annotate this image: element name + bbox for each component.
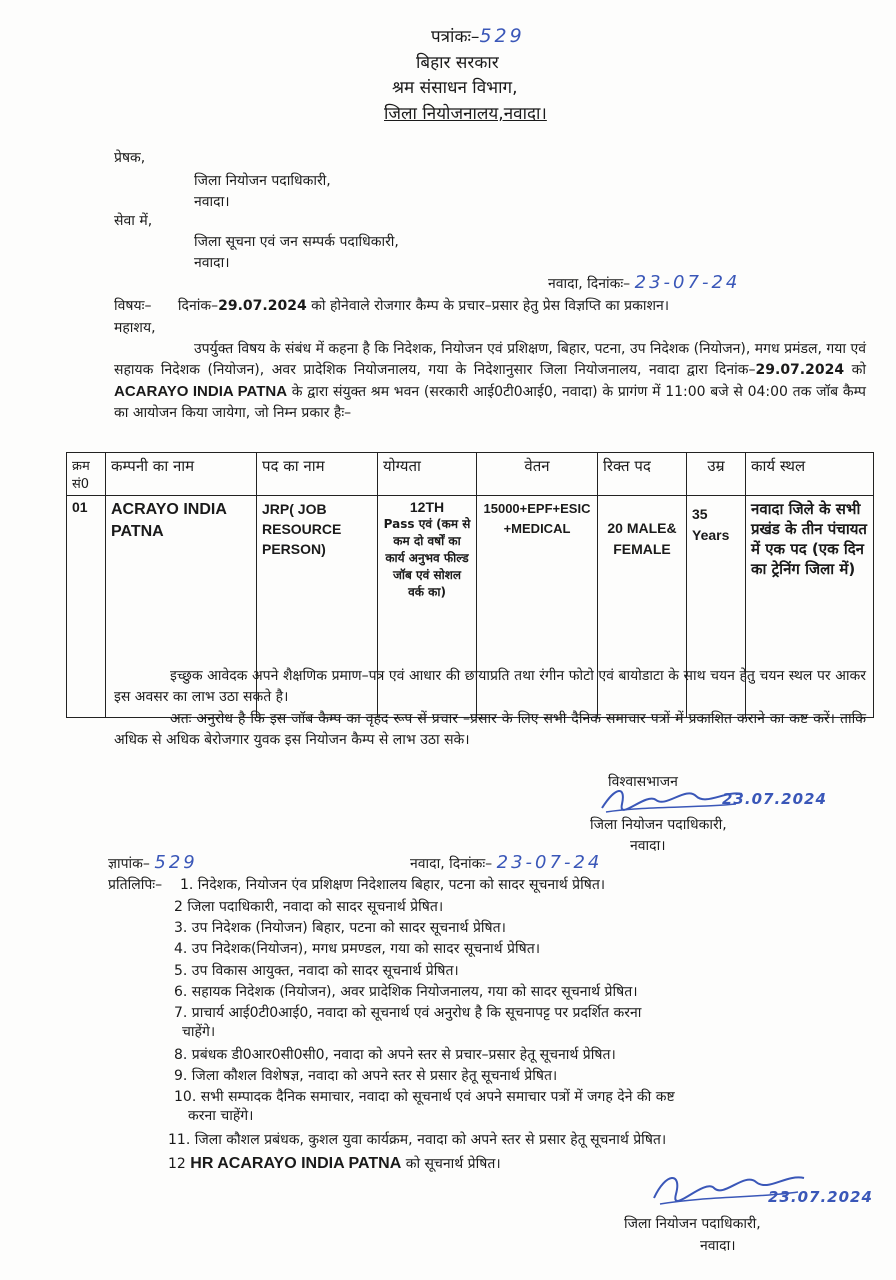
header-vacancy: रिक्त पद bbox=[598, 453, 687, 496]
govt-name: बिहार सरकार bbox=[416, 53, 499, 73]
copy-item: 8. प्रबंधक डी0आर0सी0सी0, नवादा को अपने स्तर से प्रचार–प्रसार हेतू सूचनार्थ प्रेषित। bbox=[174, 1047, 616, 1063]
date-line: नवादा, दिनांकः– 23-07-24 bbox=[548, 272, 741, 293]
copy-item: 4. उप निदेशक(नियोजन), मगध प्रमण्डल, गया को सादर सूचनार्थ प्रेषित। bbox=[174, 941, 541, 957]
recipient-place: नवादा। bbox=[194, 255, 230, 271]
cell-sno: 01 bbox=[67, 496, 106, 718]
department-name: श्रम संसाधन विभाग, bbox=[392, 78, 518, 98]
copy-item: 9. जिला कौशल विशेषज्ञ, नवादा को अपने स्तर से प्रसार हेतू सूचनार्थ प्रेषित। bbox=[174, 1068, 558, 1084]
copy-item: 10. सभी सम्पादक दैनिक समाचार, नवादा को सूचनार्थ एवं अपने समाचार पत्रों में जगह देने की कष्ट bbox=[174, 1089, 675, 1105]
salutation: महाशय, bbox=[114, 320, 156, 336]
copy-item: 2 जिला पदाधिकारी, नवादा को सादर सूचनार्थ प्रेषित। bbox=[174, 899, 444, 915]
subject-line: विषयः– दिनांक–29.07.2024 को होनेवाले रोजगार कैम्प के प्रचार–प्रसार हेतु प्रेस विज्ञप्ति का प्रकाशन। bbox=[114, 298, 670, 314]
cell-vacancy: 20 MALE& FEMALE bbox=[598, 496, 687, 718]
header-sno: क्रम सं0 bbox=[67, 453, 106, 496]
table-header-row bbox=[67, 453, 874, 496]
copy-item: 11. जिला कौशल प्रबंधक, कुशल युवा कार्यक्रम, नवादा को अपने स्तर से प्रसार हेतू सूचनार्थ प्रेषित। bbox=[168, 1132, 667, 1148]
header-company: कम्पनी का नाम bbox=[106, 453, 257, 496]
body-paragraph-3: अतः अनुरोध है कि इस जॉब कैम्प का वृहद रूप सें प्रचार –प्रसार के लिए सभी दैनिक समाचार पत्रों में प्रकाशित कराने का कष्ट करें। ताकि अधिक से अधिक बेरोजगार युवक इस नियोजन कैम्प से लाभ उठा सके। bbox=[114, 711, 866, 748]
sender-place: नवादा। bbox=[194, 194, 230, 210]
signatory-place-2: नवादा। bbox=[700, 1238, 736, 1254]
cell-qualification: 12TH Pass एवं (कम से कम दो वर्षों का कार्य अनुभव फील्ड जॉब एवं सोशल वर्क का) bbox=[378, 496, 477, 718]
copy-item: 7. प्राचार्य आई0टी0आई0, नवादा को सूचनार्थ एवं अनुरोध है कि सूचनापट्ट पर प्रदर्शित करना bbox=[174, 1005, 642, 1021]
signature-1-date: 23.07.2024 bbox=[722, 790, 827, 808]
header-qualification: योग्यता bbox=[378, 453, 477, 496]
signature-2-date: 23.07.2024 bbox=[768, 1188, 873, 1206]
header-age: उम्र bbox=[687, 453, 746, 496]
cell-salary: 15000+EPF+ESIC+MEDICAL bbox=[477, 496, 598, 718]
closing: विश्वासभाजन bbox=[608, 774, 678, 790]
sender-name: जिला नियोजन पदाधिकारी, bbox=[194, 173, 331, 189]
cell-company: ACRAYO INDIA PATNA bbox=[106, 496, 257, 718]
copy-item: चाहेंगे। bbox=[182, 1024, 216, 1040]
cell-post: JRP( JOB RESOURCE PERSON) bbox=[257, 496, 378, 718]
cell-age: 35 Years bbox=[687, 496, 746, 718]
body-paragraph-2: इच्छुक आवेदक अपने शैक्षणिक प्रमाण–पत्र एवं आधार की छायाप्रति तथा रंगीन फोटो एवं बायोडाटा के साथ चयन हेतु चयन स्थल पर आकर इस अवसर का लाभ उठा सकते है। bbox=[114, 668, 866, 705]
header-post: पद का नाम bbox=[257, 453, 378, 496]
signatory-title-2: जिला नियोजन पदाधिकारी, bbox=[624, 1216, 761, 1232]
copy-item: 12 HR ACARAYO INDIA PATNA को सूचनार्थ प्रेषित। bbox=[168, 1155, 501, 1172]
cell-location: नवादा जिले के सभी प्रखंड के तीन पंचायत में एक पद (एक दिन का ट्रेनिंग जिला में) bbox=[746, 496, 874, 718]
letter-number: पत्रांकः–529 bbox=[431, 25, 525, 47]
recipient-label: सेवा में, bbox=[114, 213, 153, 229]
copy-item: 5. उप विकास आयुक्त, नवादा को सादर सूचनार्थ प्रेषित। bbox=[174, 963, 459, 979]
body-paragraph-1: उपर्युक्त विषय के संबंध में कहना है कि निदेशक, नियोजन एवं प्रशिक्षण, बिहार, पटना, उप निदेशक (नियोजन), मगध प्रमंडल, गया एवं सहायक निदेशक (नियोजन), अवर प्रादेशिक नियोजनालय, गया के निदेशानुसार जिला नियोजनालय, नवादा द्वारा दिनांक–29.07.2024 को ACARAYO INDIA PATNA के द्वारा संयुक्त श्रम भवन (सरकारी आई0टी0आई0, नवादा) के प्रागंण में 11:00 बजे से 04:00 तक जॉब कैम्प का आयोजन किया जायेगा, जो निम्न प्रकार हैः– bbox=[114, 341, 866, 421]
copy-item: 3. उप निदेशक (नियोजन) बिहार, पटना को सादर सूचनार्थ प्रेषित। bbox=[174, 920, 506, 936]
sender-label: प्रेषक, bbox=[114, 150, 146, 166]
copy-item: 1. निदेशक, नियोजन एंव प्रशिक्षण निदेशालय बिहार, पटना को सादर सूचनार्थ प्रेषित। bbox=[180, 877, 606, 893]
signatory-place-1: नवादा। bbox=[630, 838, 666, 854]
copy-item: 6. सहायक निदेशक (नियोजन), अवर प्रादेशिक नियोजनालय, गया को सादर सूचनार्थ प्रेषित। bbox=[174, 984, 638, 1000]
copy-item: करना चाहेंगे। bbox=[188, 1108, 254, 1124]
copy-label: प्रतिलिपिः– bbox=[108, 877, 163, 893]
signatory-title-1: जिला नियोजन पदाधिकारी, bbox=[590, 817, 727, 833]
memo-number: ज्ञापांक– 529 bbox=[108, 852, 198, 873]
header-location: कार्य स्थल bbox=[746, 453, 874, 496]
memo-date: नवादा, दिनांकः– 23-07-24 bbox=[410, 852, 603, 873]
recipient-name: जिला सूचना एवं जन सम्पर्क पदाधिकारी, bbox=[194, 234, 399, 250]
office-name: जिला नियोजनालय,नवादा। bbox=[384, 104, 547, 124]
header-salary: वेतन bbox=[477, 453, 598, 496]
